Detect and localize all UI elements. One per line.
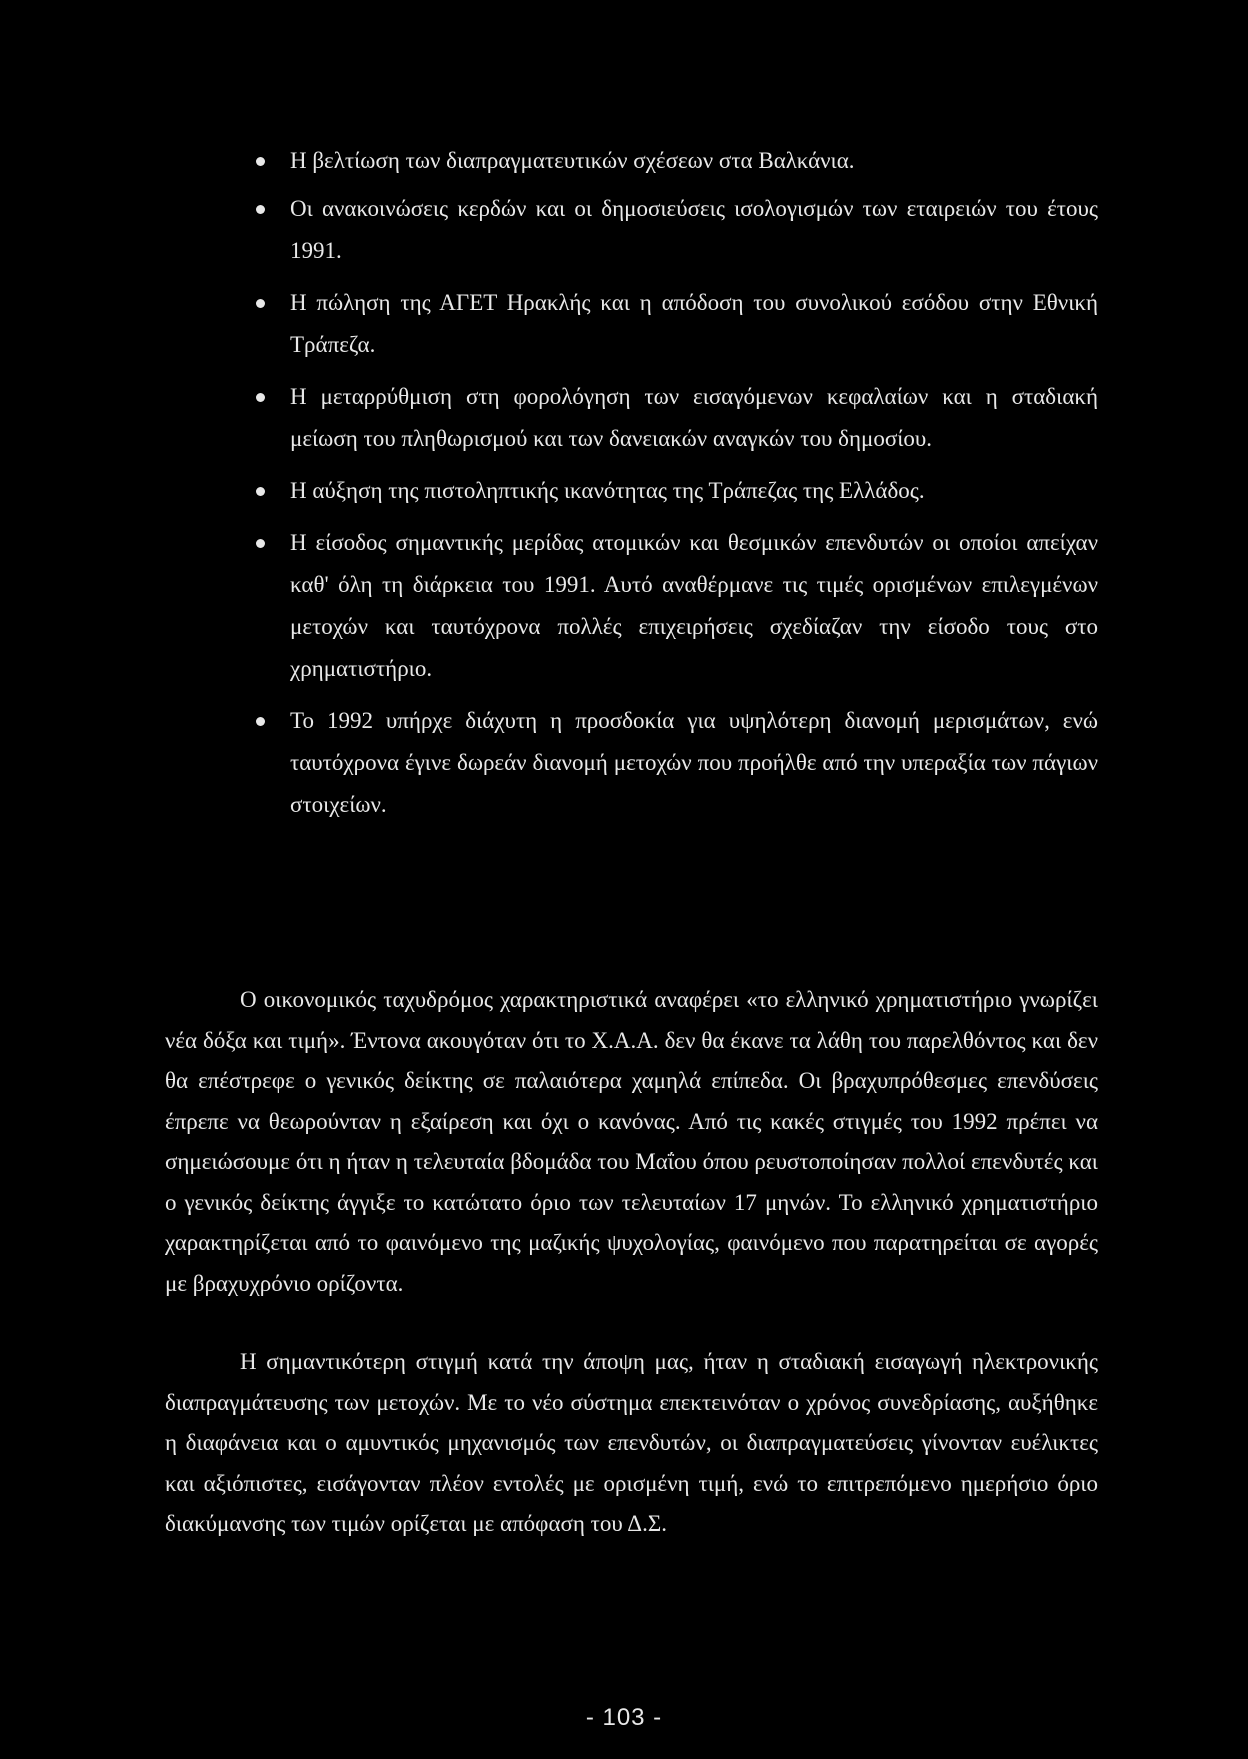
list-item-text: Η πώληση της ΑΓΕΤ Ηρακλής και η απόδοση του συνολικού εσόδου στην Εθνική Τράπεζα. — [290, 290, 1098, 357]
body-paragraph: Ο οικονομικός ταχυδρόμος χαρακτηριστικά αναφέρει «το ελληνικό χρηματιστήριο γνωρίζει νέα δόξα και τιμή». Έντονα ακουγόταν ότι το Χ.Α.Α. δεν θα έκανε τα λάθη του παρελθόντος και δεν θα επέστρεφε ο γενικός δείκτης σε παλαιότερα χαμηλά επίπεδα. Οι βραχυπρόθεσμες επενδύσεις έπρεπε να θεωρούνταν η εξαίρεση και όχι ο κανόνας. Από τις κακές στιγμές του 1992 πρέπει να σημειώσουμε ότι η ήταν η τελευταία βδομάδα του Μαΐου όπου ρευστοποίησαν πολλοί επενδυτές και ο γενικός δείκτης άγγιξε το κατώτατο όριο των τελευταίων 17 μηνών. Το ελληνικό χρηματιστήριο χαρακτηρίζεται από το φαινόμενο της μαζικής ψυχολογίας, φαινόμενο που παρατηρείται σε αγορές με βραχυχρόνιο ορίζοντα. — [165, 987, 1098, 1296]
bullet-icon — [256, 157, 265, 166]
page-number: - 103 - — [585, 1704, 663, 1731]
list-item — [290, 140, 1098, 182]
list-item — [290, 522, 1098, 690]
bullet-list — [290, 140, 1098, 836]
list-item — [290, 700, 1098, 826]
list-item — [290, 470, 1098, 512]
bullet-icon — [256, 717, 265, 726]
bullet-icon — [256, 205, 265, 214]
list-item — [290, 376, 1098, 460]
bullet-icon — [256, 393, 265, 402]
list-item-text: Η μεταρρύθμιση στη φορολόγηση των εισαγόμενων κεφαλαίων και η σταδιακή μείωση του πληθωρισμού και των δανειακών αναγκών του δημοσίου. — [290, 384, 1098, 451]
list-item-text: Η βελτίωση των διαπραγματευτικών σχέσεων στα Βαλκάνια. — [290, 148, 855, 173]
bullet-icon — [256, 487, 265, 496]
list-item-text: Η αύξηση της πιστοληπτικής ικανότητας της Τράπεζας της Ελλάδος. — [290, 478, 925, 503]
bullet-icon — [256, 539, 265, 548]
body-paragraph: Η σημαντικότερη στιγμή κατά την άποψη μας, ήταν η σταδιακή εισαγωγή ηλεκτρονικής διαπραγμάτευσης των μετοχών. Με το νέο σύστημα επεκτεινόταν ο χρόνος συνεδρίασης, αυξήθηκε η διαφάνεια και ο αμυντικός μηχανισμός των επενδυτών, οι διαπραγματεύσεις γίνονταν ευέλικτες και αξιόπιστες, εισάγονταν πλέον εντολές με ορισμένη τιμή, ενώ το επιτρεπόμενο ημερήσιο όριο διακύμανσης των τιμών ορίζεται με απόφαση του Δ.Σ. — [165, 1349, 1098, 1536]
list-item-text: Το 1992 υπήρχε διάχυτη η προσδοκία για υψηλότερη διανομή μερισμάτων, ενώ ταυτόχρονα έγινε δωρεάν διανομή μετοχών που προήλθε από την υπεραξία των πάγιων στοιχείων. — [290, 708, 1098, 817]
list-item-text: Οι ανακοινώσεις κερδών και οι δημοσιεύσεις ισολογισμών των εταιρειών του έτους 1991. — [290, 196, 1098, 263]
list-item — [290, 282, 1098, 366]
list-item — [290, 188, 1098, 272]
bullet-icon — [256, 299, 265, 308]
list-item-text: Η είσοδος σημαντικής μερίδας ατομικών και θεσμικών επενδυτών οι οποίοι απείχαν καθ' όλη τη διάρκεια του 1991. Αυτό αναθέρμανε τις τιμές ορισμένων επιλεγμένων μετοχών και ταυτόχρονα πολλές επιχειρήσεις σχεδίαζαν την είσοδο τους στο χρηματιστήριο. — [290, 530, 1098, 681]
